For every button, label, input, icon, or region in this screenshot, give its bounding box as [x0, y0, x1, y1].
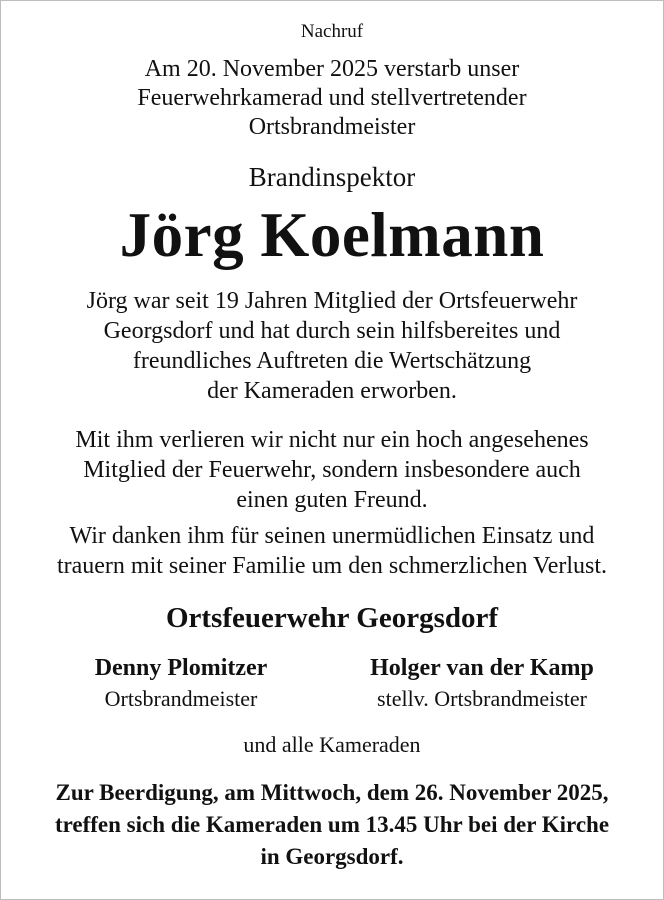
signatory-left	[71, 653, 291, 714]
notice-type-heading: Nachruf	[300, 21, 364, 42]
tribute-line: einen guten Freund.	[236, 487, 428, 513]
tribute-line: Georgsdorf und hat durch sein hilfsbereites und	[103, 318, 561, 344]
intro-line: Feuerwehrkamerad und stellvertretender	[137, 85, 527, 111]
funeral-line: Zur Beerdigung, am Mittwoch, dem 26. November 2025,	[55, 780, 609, 805]
intro-line: Ortsbrandmeister	[248, 114, 416, 140]
tribute-paragraph-1	[1, 286, 663, 406]
closing-text: und alle Kameraden	[243, 732, 421, 757]
tribute-line: Mit ihm verlieren wir nicht nur ein hoch angesehenes	[75, 427, 589, 453]
signatory-name: Denny Plomitzer	[94, 655, 268, 681]
organization-name: Ortsfeuerwehr Georgsdorf	[165, 602, 499, 634]
tribute-line: Jörg war seit 19 Jahren Mitglied der Ortsfeuerwehr	[86, 288, 578, 314]
intro-line: Am 20. November 2025 verstarb unser	[144, 56, 520, 82]
tribute-paragraph-2	[1, 425, 663, 515]
signatory-right	[346, 653, 618, 714]
deceased-name: Jörg Koelmann	[119, 200, 545, 270]
funeral-line: treffen sich die Kameraden um 13.45 Uhr bei der Kirche	[54, 812, 610, 837]
signatory-role: stellv. Ortsbrandmeister	[377, 686, 587, 711]
tribute-line: freundliches Auftreten die Wertschätzung	[132, 348, 532, 374]
tribute-line: Wir danken ihm für seinen unermüdlichen Einsatz und	[69, 523, 595, 549]
funeral-line: in Georgsdorf.	[260, 844, 404, 869]
tribute-line: der Kameraden erworben.	[207, 378, 457, 404]
funeral-notice	[1, 777, 663, 873]
deceased-rank: Brandinspektor	[248, 162, 416, 192]
tribute-line: Mitglied der Feuerwehr, sondern insbesondere auch	[83, 457, 581, 483]
tribute-paragraph-3	[1, 521, 663, 581]
signatory-role: Ortsbrandmeister	[104, 686, 258, 711]
signatory-name: Holger van der Kamp	[370, 655, 594, 681]
tribute-line: trauern mit seiner Familie um den schmerzlichen Verlust.	[56, 553, 608, 579]
intro-text	[1, 55, 663, 142]
